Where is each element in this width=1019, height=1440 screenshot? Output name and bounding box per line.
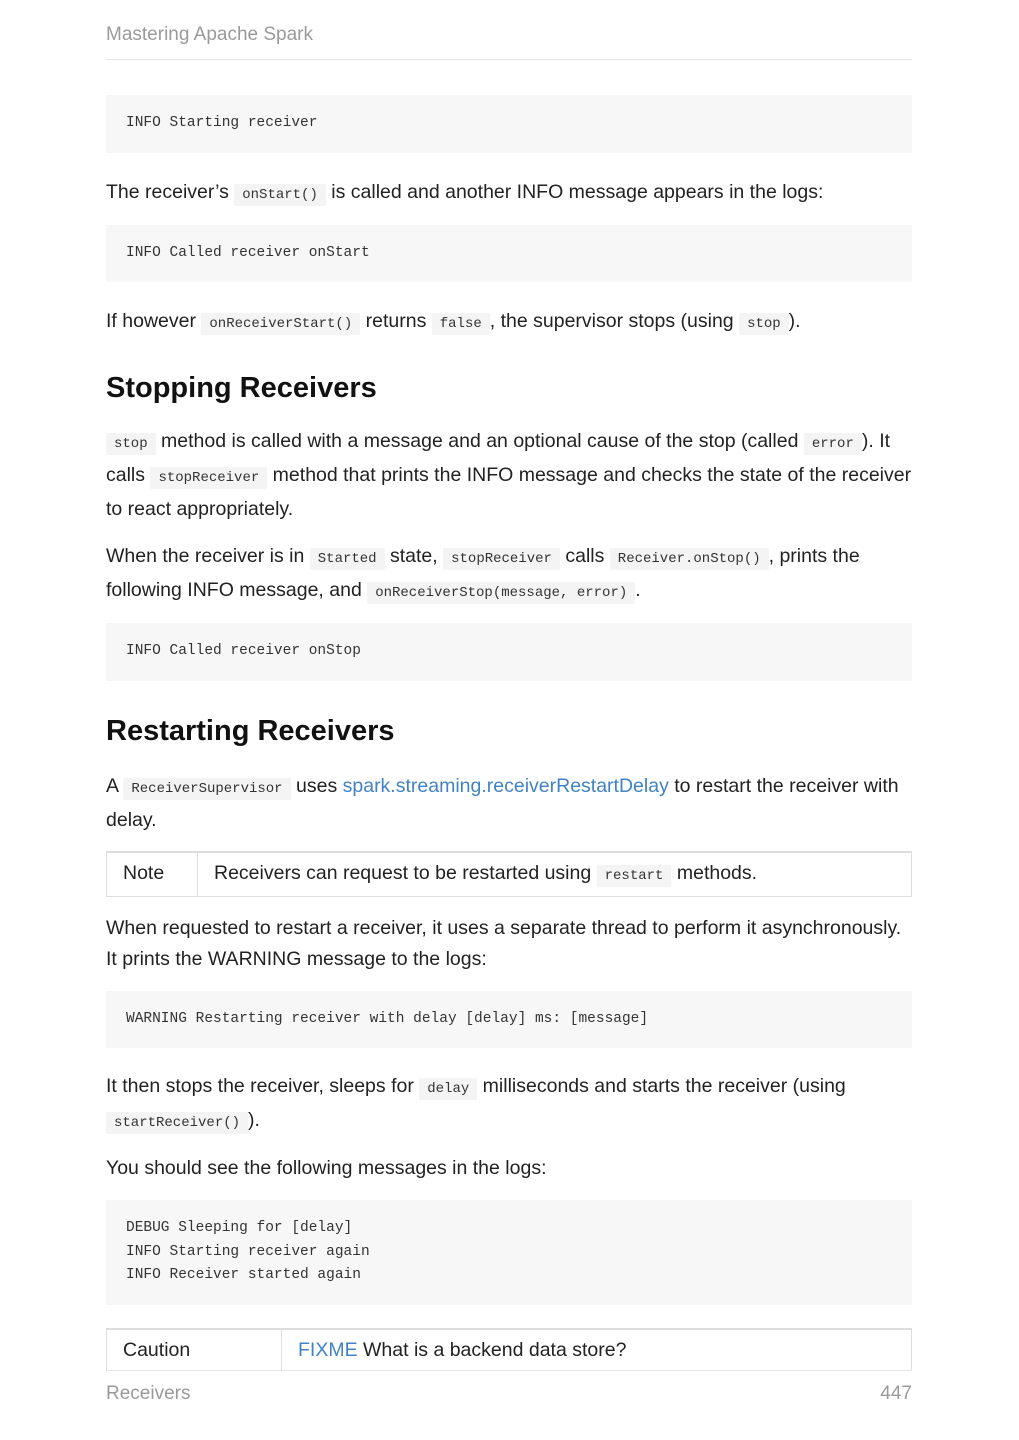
- heading-stopping-receivers: Stopping Receivers: [106, 372, 377, 404]
- code-block-onstart: INFO Called receiver onStart: [106, 225, 912, 283]
- running-footer: [106, 1370, 912, 1405]
- inline-code: error: [804, 433, 862, 455]
- inline-code: stopReceiver: [443, 548, 560, 570]
- paragraph-receiver-supervisor: A ReceiverSupervisor uses spark.streaming.receiverRestartDelay to restart the receiver with delay.: [106, 774, 899, 831]
- running-header: Mastering Apache Spark: [106, 24, 912, 60]
- inline-code: restart: [597, 865, 672, 887]
- link-fixme[interactable]: FIXME: [298, 1338, 358, 1361]
- inline-code: Receiver.onStop(): [610, 548, 769, 570]
- code-block-onstop: INFO Called receiver onStop: [106, 623, 912, 681]
- paragraph-onstart: The receiver’s onStart() is called and another INFO message appears in the logs:: [106, 177, 912, 211]
- paragraph-stop-method: stop method is called with a message and an optional cause of the stop (called error ). It calls stopReceiver method that prints the INFO message and checks the state of the receiver to react appropriately.: [106, 430, 912, 520]
- inline-code: stopReceiver: [150, 467, 267, 489]
- caution-admonition: [106, 1328, 912, 1371]
- paragraph-restart-thread: When requested to restart a receiver, it uses a separate thread to perform it asynchronously. It prints the WARNING message to the logs:: [106, 916, 902, 970]
- inline-code: Started: [310, 548, 385, 570]
- caution-body: FIXME What is a backend data store?: [298, 1338, 627, 1361]
- footer-chapter: Receivers: [106, 1383, 191, 1404]
- note-body: Receivers can request to be restarted using restart methods.: [198, 853, 773, 896]
- inline-code: onReceiverStop(message, error): [367, 582, 635, 604]
- note-admonition: [106, 851, 912, 897]
- footer-page-number: 447: [880, 1383, 912, 1404]
- link-receiver-restart-delay[interactable]: spark.streaming.receiverRestartDelay: [342, 774, 669, 797]
- code-block-starting-receiver: INFO Starting receiver: [106, 95, 912, 153]
- heading-restarting-receivers: Restarting Receivers: [106, 714, 395, 747]
- caution-label: Caution: [107, 1330, 282, 1370]
- paragraph-sleeps-delay: It then stops the receiver, sleeps for delay milliseconds and starts the receiver (using startReceiver() ).: [106, 1071, 912, 1139]
- inline-code: delay: [419, 1078, 477, 1100]
- inline-code: onReceiverStart(): [201, 313, 360, 335]
- code-block-restart-logs: DEBUG Sleeping for [delay] INFO Starting receiver again INFO Receiver started again: [106, 1200, 912, 1305]
- paragraph-following-messages: You should see the following messages in the logs:: [106, 1157, 547, 1179]
- inline-code: stop: [739, 313, 789, 335]
- inline-code: startReceiver(): [106, 1112, 248, 1134]
- paragraph-started-state: When the receiver is in Started state, stopReceiver calls Receiver.onStop() , prints the following INFO message, and onReceiverStop(message, error) .: [106, 541, 912, 609]
- code-block-warning-restart: WARNING Restarting receiver with delay [delay] ms: [message]: [106, 991, 912, 1049]
- inline-code: onStart(): [234, 184, 326, 206]
- paragraph-onreceiverstart: If however onReceiverStart() returns false , the supervisor stops (using stop ).: [106, 306, 912, 340]
- inline-code: ReceiverSupervisor: [123, 778, 290, 800]
- inline-code: stop: [106, 433, 156, 455]
- page-content: [106, 95, 912, 1371]
- inline-code: false: [432, 313, 490, 335]
- note-label: Note: [107, 853, 198, 896]
